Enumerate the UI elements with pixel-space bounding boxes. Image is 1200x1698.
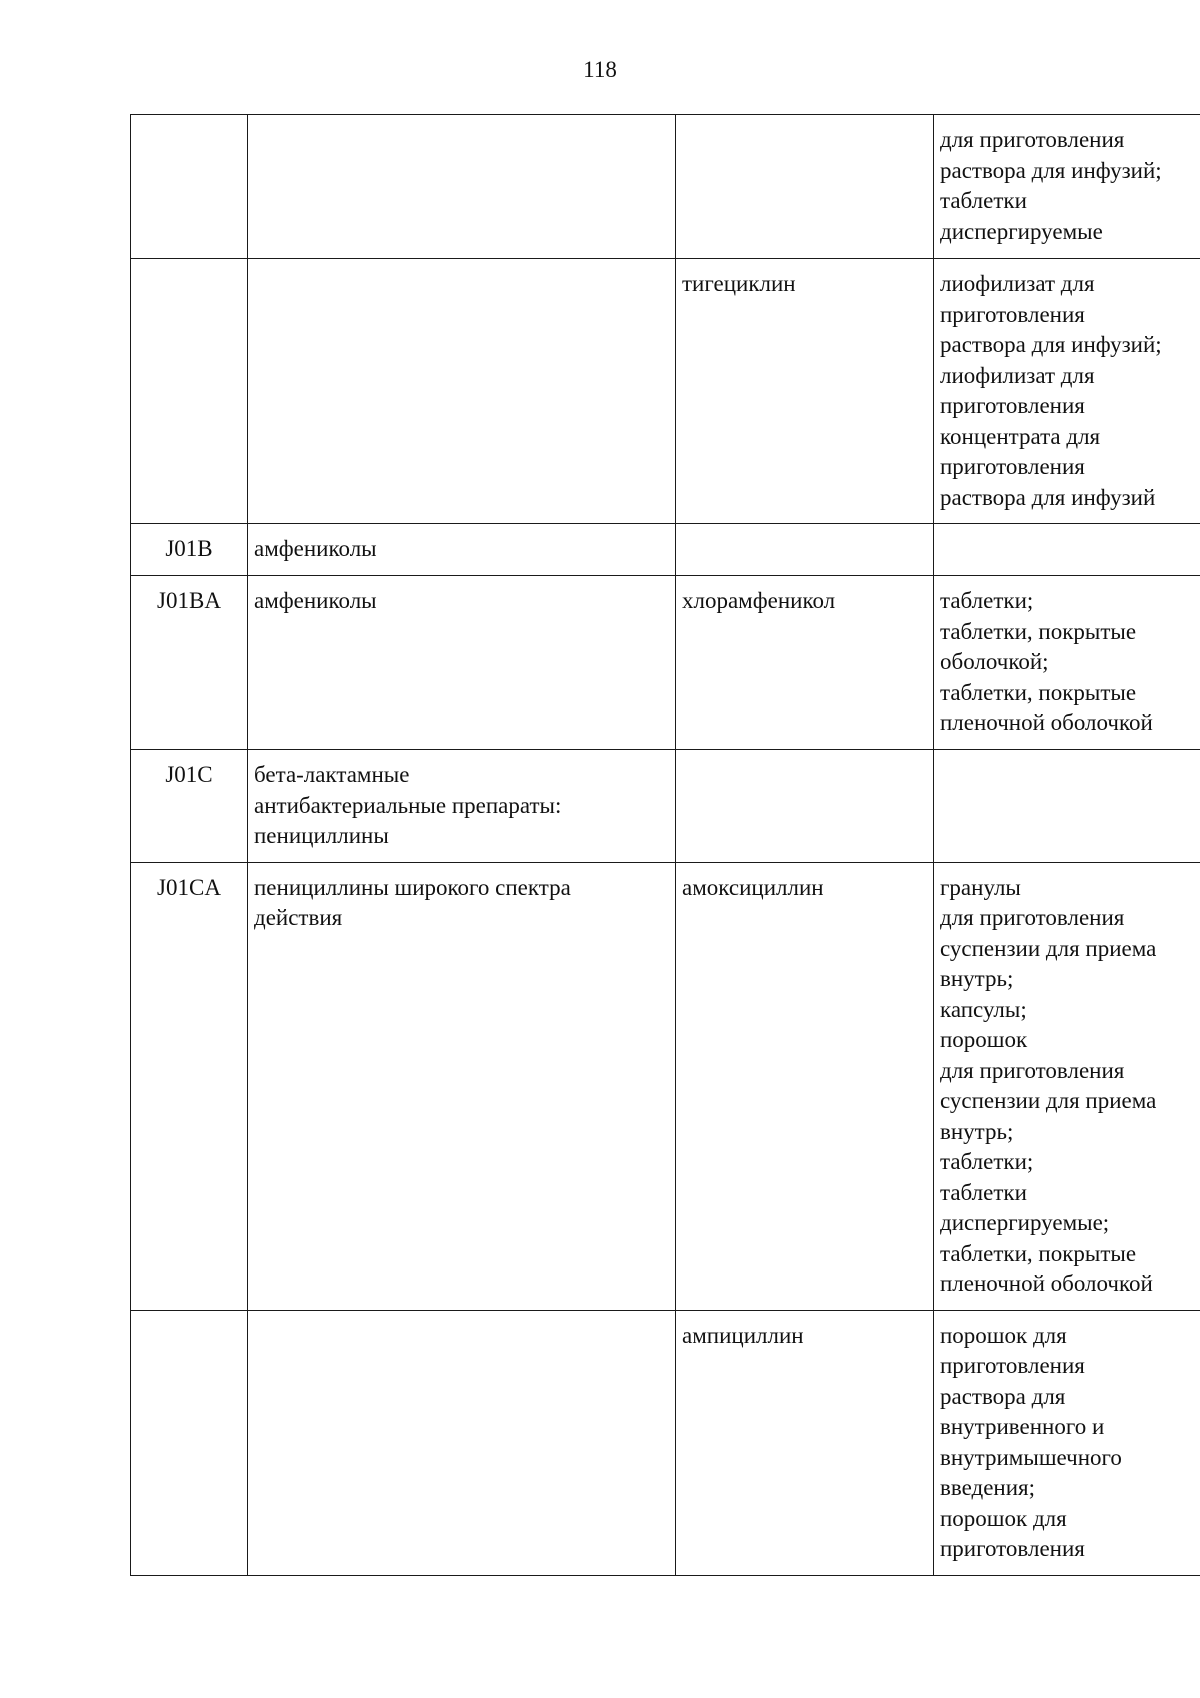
atc-code-cell: J01B [131, 524, 248, 576]
dosage-forms-cell: лиофилизат для приготовления раствора для инфузий; лиофилизат для приготовления концентрата для приготовления раствора для инфузий [934, 259, 1200, 524]
drug-name-cell [676, 115, 934, 259]
drug-list-table [130, 114, 1200, 1576]
dosage-forms-cell: гранулы для приготовления суспензии для приема внутрь; капсулы; порошок для приготовления суспензии для приема внутрь; таблетки; таблетки диспергируемые; таблетки, покрытые пленочной оболочкой [934, 862, 1200, 1310]
atc-code-cell: J01CA [131, 862, 248, 1310]
table-row [131, 259, 1200, 524]
dosage-forms-cell [934, 524, 1200, 576]
table-row [131, 862, 1200, 1310]
atc-code-cell [131, 259, 248, 524]
anatomical-therapeutic-group-cell: амфениколы [248, 524, 676, 576]
page-number: 118 [583, 57, 617, 82]
table-row [131, 750, 1200, 863]
table-row [131, 115, 1200, 259]
anatomical-therapeutic-group-cell [248, 1310, 676, 1575]
anatomical-therapeutic-group-cell: пенициллины широкого спектра действия [248, 862, 676, 1310]
table-row [131, 576, 1200, 750]
atc-code-cell: J01C [131, 750, 248, 863]
atc-code-cell: J01BA [131, 576, 248, 750]
drug-name-cell [676, 524, 934, 576]
drug-name-cell: тигециклин [676, 259, 934, 524]
dosage-forms-cell: порошок для приготовления раствора для внутривенного и внутримышечного введения; порошок для приготовления [934, 1310, 1200, 1575]
table-row [131, 1310, 1200, 1575]
anatomical-therapeutic-group-cell: бета-лактамные антибактериальные препараты: пенициллины [248, 750, 676, 863]
anatomical-therapeutic-group-cell [248, 259, 676, 524]
dosage-forms-cell: таблетки; таблетки, покрытые оболочкой; таблетки, покрытые пленочной оболочкой [934, 576, 1200, 750]
drug-name-cell: хлорамфеникол [676, 576, 934, 750]
atc-code-cell [131, 115, 248, 259]
table-row [131, 524, 1200, 576]
anatomical-therapeutic-group-cell [248, 115, 676, 259]
drug-name-cell: ампициллин [676, 1310, 934, 1575]
atc-code-cell [131, 1310, 248, 1575]
drug-name-cell [676, 750, 934, 863]
dosage-forms-cell [934, 750, 1200, 863]
dosage-forms-cell: для приготовления раствора для инфузий; таблетки диспергируемые [934, 115, 1200, 259]
drug-name-cell: амоксициллин [676, 862, 934, 1310]
anatomical-therapeutic-group-cell: амфениколы [248, 576, 676, 750]
